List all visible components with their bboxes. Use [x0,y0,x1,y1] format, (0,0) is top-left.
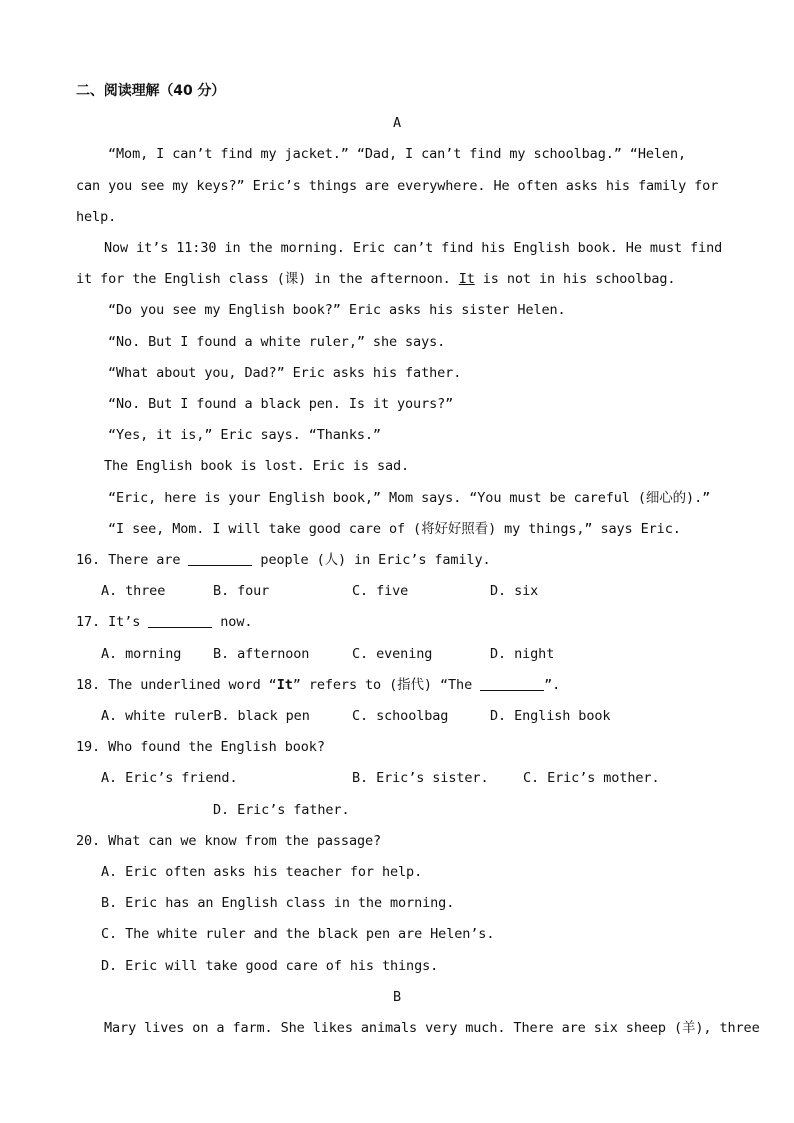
dialogue-line-8: “I see, Mom. I will take good care of (将好好照看) my things,” says Eric. [108,521,681,537]
section-heading: 二、阅读理解（40 分） [76,83,226,99]
q20-option-a[interactable]: A. Eric often asks his teacher for help. [101,864,423,880]
dialogue-line-2: “No. But I found a white ruler,” she says. [108,334,446,350]
dialogue-line-4: “No. But I found a black pen. Is it yours?” [108,396,454,412]
question-18-options [0,704,794,728]
dialogue-line-7: “Eric, here is your English book,” Mom says. “You must be careful (细心的).” [108,490,711,506]
q20-option-d[interactable]: D. Eric will take good care of his things. [101,958,439,974]
dialogue-line-1: “Do you see my English book?” Eric asks his sister Helen. [108,302,566,318]
q19-option-b[interactable]: B. Eric’s sister. [352,770,489,786]
q20-option-c[interactable]: C. The white ruler and the black pen are Helen’s. [101,926,495,942]
q19-option-d[interactable]: D. Eric’s father. [213,802,350,818]
passage-a-label: A [392,115,402,131]
dialogue-line-5: “Yes, it is,” Eric says. “Thanks.” [108,427,381,443]
question-20-stem: 20. What can we know from the passage? [76,833,382,849]
q18-bold-word: It [276,677,293,693]
q19-option-c[interactable]: C. Eric’s mother. [523,770,660,786]
q18-stem-end: ”. [544,677,561,693]
q19-option-a[interactable]: A. Eric’s friend. [101,770,238,786]
q18-stem-start: 18. The underlined word “ [76,677,277,693]
q18-option-d[interactable]: D. English book [490,708,611,724]
passage-a-p2-line2 [76,267,675,291]
q18-stem-middle: ” refers to (指代) “The [292,677,481,693]
q16-option-b[interactable]: B. four [213,583,270,599]
p2-line2-start: it for the English class (课) in the afternoon. [76,271,459,287]
q20-option-b[interactable]: B. Eric has an English class in the morning. [101,895,455,911]
q16-answer-blank[interactable] [188,551,252,566]
question-16-stem [76,548,491,572]
question-19-stem: 19. Who found the English book? [76,739,325,755]
dialogue-line-3: “What about you, Dad?” Eric asks his father. [108,365,462,381]
passage-a-p2-line1: Now it’s 11:30 in the morning. Eric can’t find his English book. He must find [104,240,723,256]
q17-stem-start: 17. It’s [76,614,149,630]
q16-option-a[interactable]: A. three [101,583,166,599]
q17-answer-blank[interactable] [148,613,212,628]
question-17-options [0,642,794,666]
q17-option-c[interactable]: C. evening [352,646,433,662]
q18-answer-blank[interactable] [480,676,544,691]
q16-option-d[interactable]: D. six [490,583,539,599]
q17-option-b[interactable]: B. afternoon [213,646,310,662]
q18-option-a-b[interactable]: A. white rulerB. black pen [101,708,310,724]
question-17-stem [76,610,252,634]
passage-b-label: B [392,989,402,1005]
question-19-options [0,766,794,790]
q16-stem-start: 16. There are [76,552,189,568]
p2-line2-end: is not in his schoolbag. [474,271,676,287]
q16-option-c[interactable]: C. five [352,583,409,599]
passage-b-line1: Mary lives on a farm. She likes animals very much. There are six sheep (羊), three [104,1020,760,1036]
q18-option-c[interactable]: C. schoolbag [352,708,449,724]
passage-a-p1-line3: help. [76,209,117,225]
q17-option-a[interactable]: A. morning [101,646,182,662]
q17-stem-end: now. [212,614,253,630]
question-18-stem [76,673,560,697]
question-16-options [0,579,794,603]
passage-a-p1-line2: can you see my keys?” Eric’s things are everywhere. He often asks his family for [76,178,719,194]
passage-a-p1-line1: “Mom, I can’t find my jacket.” “Dad, I can’t find my schoolbag.” “Helen, [108,146,686,162]
dialogue-line-6: The English book is lost. Eric is sad. [104,458,410,474]
q16-stem-end: people (人) in Eric’s family. [252,552,491,568]
q17-option-d[interactable]: D. night [490,646,555,662]
underlined-word-it: It [458,271,475,287]
